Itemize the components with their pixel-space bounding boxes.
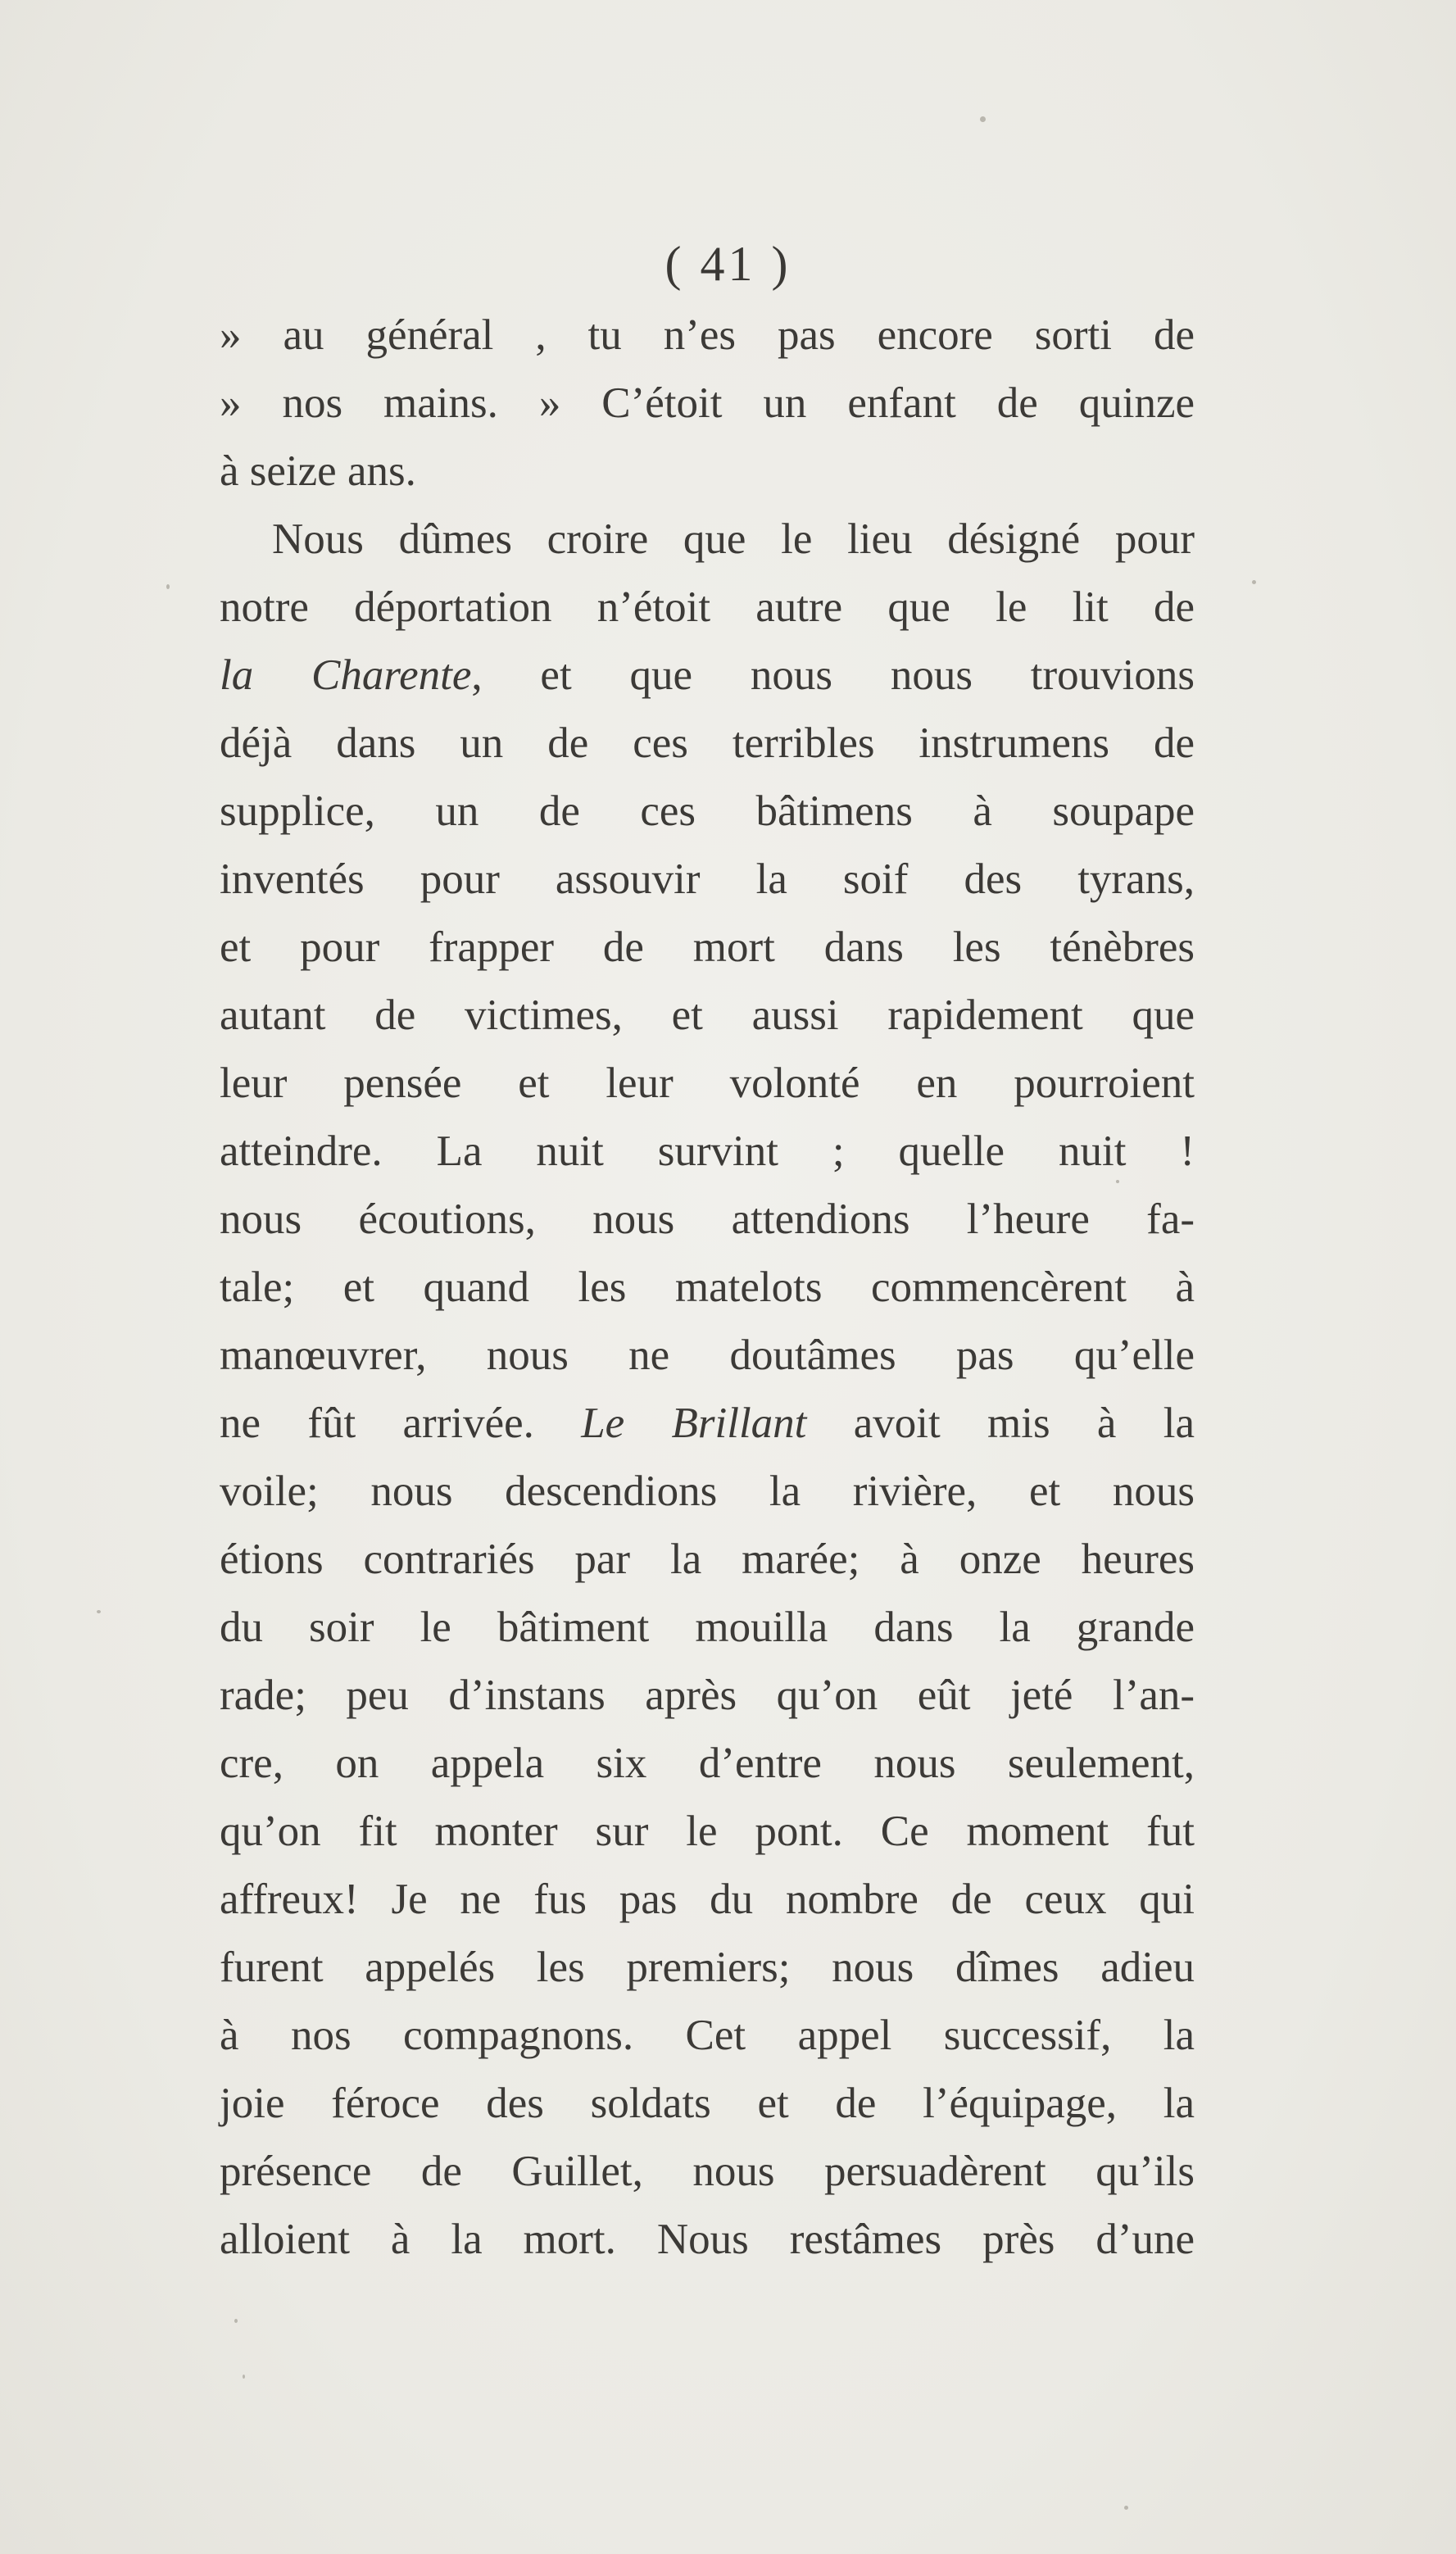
paper-speck bbox=[97, 1610, 101, 1613]
paper-speck bbox=[166, 584, 170, 589]
text-line bbox=[220, 642, 1195, 710]
text-line: furent appelés les premiers; nous dîmes adieu bbox=[220, 1944, 1195, 1991]
page-number: ( 41 ) bbox=[664, 237, 792, 291]
italic-ship-name: Le Brillant bbox=[581, 1399, 807, 1447]
text-line: atteindre. La nuit survint ; quelle nuit ! bbox=[220, 1127, 1195, 1175]
text-line: » nos mains. » C’étoit un enfant de quinze bbox=[220, 379, 1195, 427]
paper-speck bbox=[234, 2319, 238, 2323]
text-line: qu’on fit monter sur le pont. Ce moment fut bbox=[220, 1808, 1195, 1855]
text-segment: avoit mis à la bbox=[806, 1399, 1195, 1447]
text-line: alloient à la mort. Nous restâmes près d’une bbox=[220, 2216, 1195, 2263]
paper-speck bbox=[243, 2375, 245, 2379]
text-line: du soir le bâtiment mouilla dans la grande bbox=[220, 1604, 1195, 1651]
text-line: supplice, un de ces bâtimens à soupape bbox=[220, 787, 1195, 835]
text-segment: ne fût arrivée. bbox=[220, 1399, 582, 1447]
text-line bbox=[220, 1390, 1195, 1458]
text-line: à nos compagnons. Cet appel successif, la bbox=[220, 2012, 1195, 2059]
text-line: autant de victimes, et aussi rapidement que bbox=[220, 991, 1195, 1039]
text-line: étions contrariés par la marée; à onze heures bbox=[220, 1536, 1195, 1583]
text-line: à seize ans. bbox=[220, 447, 416, 495]
text-line: Nous dûmes croire que le lieu désigné pour bbox=[272, 515, 1195, 563]
italic-ship-name: la Charente bbox=[220, 651, 472, 699]
paper-speck bbox=[1124, 2506, 1128, 2510]
text-line: déjà dans un de ces terribles instrumens de bbox=[220, 719, 1195, 767]
paper-speck bbox=[1116, 1180, 1119, 1183]
text-line: nous écoutions, nous attendions l’heure fa- bbox=[220, 1195, 1195, 1243]
paper-speck bbox=[980, 116, 986, 122]
text-line: tale; et quand les matelots commencèrent à bbox=[220, 1263, 1195, 1311]
text-line: » au général , tu n’es pas encore sorti de bbox=[220, 311, 1195, 359]
body-text bbox=[220, 302, 1195, 2274]
text-line: cre, on appela six d’entre nous seulement, bbox=[220, 1740, 1195, 1787]
text-line: notre déportation n’étoit autre que le lit de bbox=[220, 583, 1195, 631]
text-segment: , et que nous nous trouvions bbox=[471, 651, 1195, 699]
text-line: voile; nous descendions la rivière, et nous bbox=[220, 1468, 1195, 1515]
text-line: manœuvrer, nous ne doutâmes pas qu’elle bbox=[220, 1331, 1195, 1379]
text-line: et pour frapper de mort dans les ténèbres bbox=[220, 923, 1195, 971]
text-line: rade; peu d’instans après qu’on eût jeté l’an- bbox=[220, 1672, 1195, 1719]
text-line: affreux! Je ne fus pas du nombre de ceux qui bbox=[220, 1876, 1195, 1923]
text-line: présence de Guillet, nous persuadèrent qu’ils bbox=[220, 2148, 1195, 2195]
paper-speck bbox=[1252, 580, 1256, 584]
text-line: inventés pour assouvir la soif des tyrans, bbox=[220, 855, 1195, 903]
text-line: leur pensée et leur volonté en pourroient bbox=[220, 1059, 1195, 1107]
text-line: joie féroce des soldats et de l’équipage, la bbox=[220, 2080, 1195, 2127]
